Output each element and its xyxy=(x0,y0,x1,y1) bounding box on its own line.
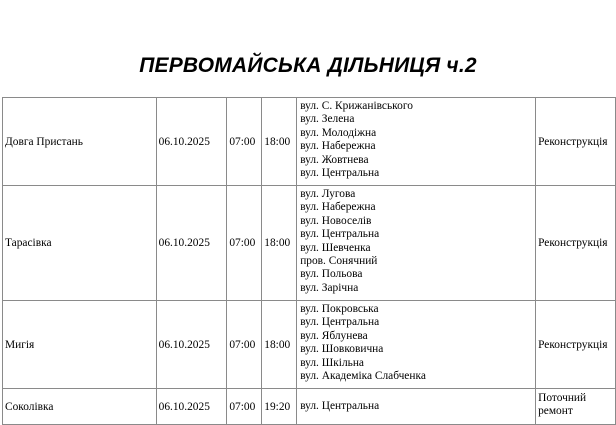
street-item: вул. Жовтнева xyxy=(300,153,369,166)
table-row xyxy=(3,389,616,425)
streets-cell xyxy=(297,98,536,186)
street-item: вул. Шевченка xyxy=(300,241,371,254)
streets-cell xyxy=(297,389,536,425)
street-item: вул. Зарічна xyxy=(300,281,359,294)
outage-schedule-table xyxy=(2,97,616,425)
street-item: вул. Центральна xyxy=(300,228,380,241)
work-type-cell: Поточний ремонт xyxy=(536,389,616,425)
locality-cell: Мигія xyxy=(3,301,157,389)
street-item: вул. Центральна xyxy=(300,316,380,329)
street-item: вул. Набережна xyxy=(300,140,376,153)
work-type-cell: Реконструкція xyxy=(536,186,616,301)
street-item: вул. Набережна xyxy=(300,201,376,214)
date-cell: 06.10.2025 xyxy=(156,186,227,301)
street-item: вул. Новоселів xyxy=(300,214,372,227)
locality-cell: Тарасівка xyxy=(3,186,157,301)
street-item: вул. Польова xyxy=(300,268,363,281)
page-title: ПЕРВОМАЙСЬКА ДІЛЬНИЦЯ ч.2 xyxy=(139,54,477,77)
table-row xyxy=(3,301,616,389)
date-cell: 06.10.2025 xyxy=(156,98,227,186)
street-item: вул. Покровська xyxy=(300,303,379,315)
end-time-cell: 18:00 xyxy=(262,301,297,389)
table-row xyxy=(3,186,616,301)
start-time-cell: 07:00 xyxy=(227,389,262,425)
locality-cell: Соколівка xyxy=(3,389,157,425)
street-item: вул. Зелена xyxy=(300,113,355,126)
streets-cell xyxy=(297,301,536,389)
street-item: вул. Лугова xyxy=(300,188,356,200)
locality-cell: Довга Пристань xyxy=(3,98,157,186)
start-time-cell: 07:00 xyxy=(227,186,262,301)
street-item: вул. Яблунева xyxy=(300,329,368,342)
work-type-cell: Реконструкція xyxy=(536,301,616,389)
date-cell: 06.10.2025 xyxy=(156,389,227,425)
street-item: вул. Шовковична xyxy=(300,343,384,356)
street-item: вул. Центральна xyxy=(300,167,380,180)
start-time-cell: 07:00 xyxy=(227,98,262,186)
table-row xyxy=(3,98,616,186)
date-cell: 06.10.2025 xyxy=(156,301,227,389)
streets-cell xyxy=(297,186,536,301)
street-item: вул. Шкільна xyxy=(300,356,364,369)
street-item: вул. Центральна xyxy=(300,400,380,413)
work-type-cell: Реконструкція xyxy=(536,98,616,186)
street-item: вул. Академіка Слабченка xyxy=(300,370,426,383)
end-time-cell: 19:20 xyxy=(262,389,297,425)
start-time-cell: 07:00 xyxy=(227,301,262,389)
street-item: пров. Сонячний xyxy=(300,255,378,268)
end-time-cell: 18:00 xyxy=(262,186,297,301)
street-item: вул. Молодіжна xyxy=(300,126,377,139)
end-time-cell: 18:00 xyxy=(262,98,297,186)
street-item: вул. С. Крижанівського xyxy=(300,100,413,112)
